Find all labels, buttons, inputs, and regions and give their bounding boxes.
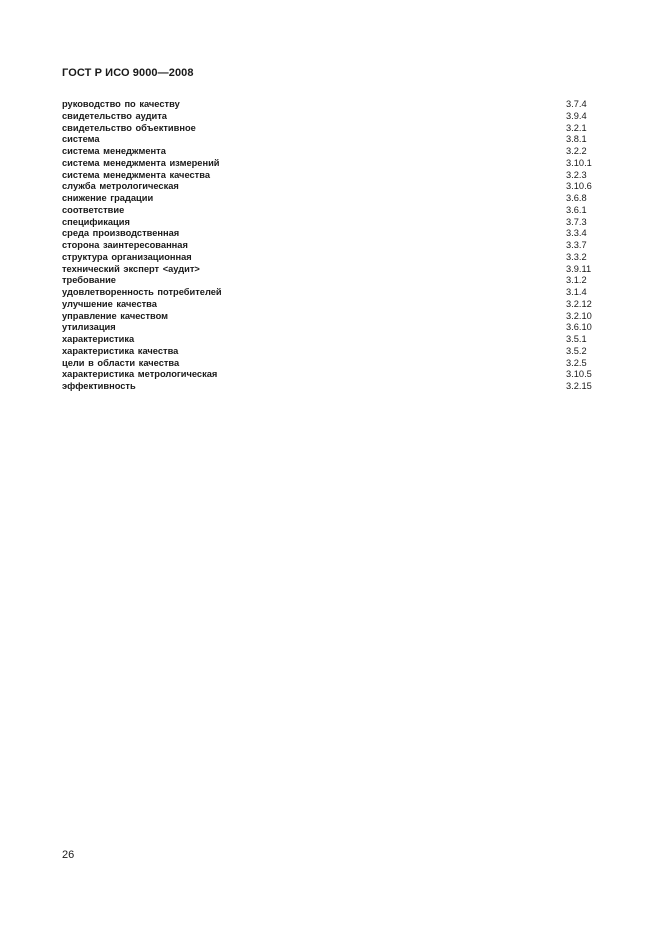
index-term: система менеджмента качества (62, 169, 210, 180)
index-row (62, 170, 598, 182)
index-reference: 3.10.6 (566, 181, 592, 192)
index-term: характеристика метрологическая (62, 369, 218, 380)
index-row (62, 358, 598, 370)
index-reference: 3.3.7 (566, 240, 587, 250)
index-reference: 3.7.3 (566, 216, 587, 227)
index-reference: 3.2.5 (566, 357, 587, 368)
index-row (62, 311, 598, 323)
index-row (62, 181, 598, 193)
index-reference: 3.5.1 (566, 334, 587, 344)
index-reference: 3.2.15 (566, 381, 592, 391)
index-reference: 3.10.1 (566, 157, 592, 168)
index-row (62, 134, 598, 146)
index-reference: 3.2.12 (566, 298, 592, 309)
index-row (62, 322, 598, 334)
index-row (62, 346, 598, 358)
index-row (62, 334, 598, 346)
index-reference: 3.8.1 (566, 134, 587, 145)
index-row (62, 299, 598, 311)
page-number: 26 (62, 849, 75, 861)
document-header: ГОСТ Р ИСО 9000—2008 (62, 67, 194, 79)
index-term: соответствие (62, 204, 125, 215)
index-term: руководство по качеству (62, 99, 180, 109)
index-row (62, 252, 598, 264)
index-term: система менеджмента (62, 146, 166, 156)
index-term: характеристика качества (62, 345, 179, 356)
index-term: снижение градации (62, 193, 154, 203)
index-row (62, 369, 598, 381)
index-term: спецификация (62, 216, 130, 227)
index-reference: 3.6.8 (566, 193, 587, 203)
index-term: удовлетворенность потребителей (62, 287, 222, 297)
index-row (62, 264, 598, 276)
index-row (62, 123, 598, 135)
index-reference: 3.2.10 (566, 310, 592, 321)
index-row (62, 205, 598, 217)
index-reference: 3.3.2 (566, 251, 587, 262)
index-term: среда производственная (62, 228, 180, 239)
index-term: система (62, 134, 100, 145)
index-term: требование (62, 275, 116, 286)
index-reference: 3.9.4 (566, 110, 587, 121)
index-row (62, 111, 598, 123)
index-term: эффективность (62, 381, 136, 391)
index-reference: 3.9.11 (566, 263, 592, 274)
index-term: служба метрологическая (62, 181, 179, 192)
index-term: цели в области качества (62, 357, 180, 368)
index-term: свидетельство аудита (62, 110, 167, 121)
index-row (62, 240, 598, 252)
index-term: структура организационная (62, 251, 192, 262)
index-reference: 3.7.4 (566, 99, 587, 109)
index-term: улучшение качества (62, 298, 157, 309)
index-reference: 3.2.3 (566, 169, 587, 180)
index-term: система менеджмента измерений (62, 157, 220, 168)
index-row (62, 228, 598, 240)
index-row (62, 99, 598, 111)
index-term: характеристика (62, 334, 135, 344)
index-reference: 3.2.1 (566, 122, 587, 133)
index-reference: 3.2.2 (566, 146, 587, 156)
index-term: сторона заинтересованная (62, 240, 188, 250)
index-row (62, 146, 598, 158)
index-reference: 3.6.1 (566, 204, 587, 215)
index-reference: 3.5.2 (566, 345, 587, 356)
index-row (62, 193, 598, 205)
term-index-list (62, 99, 598, 393)
index-reference: 3.6.10 (566, 322, 592, 333)
index-reference: 3.10.5 (566, 369, 592, 380)
index-row (62, 381, 598, 393)
index-term: технический эксперт <аудит> (62, 263, 200, 274)
index-reference: 3.3.4 (566, 228, 587, 239)
index-reference: 3.1.2 (566, 275, 587, 286)
index-term: утилизация (62, 322, 116, 333)
index-reference: 3.1.4 (566, 287, 587, 297)
index-term: управление качеством (62, 310, 169, 321)
index-row (62, 275, 598, 287)
index-term: свидетельство объективное (62, 122, 196, 133)
index-row (62, 217, 598, 229)
index-row (62, 158, 598, 170)
index-row (62, 287, 598, 299)
